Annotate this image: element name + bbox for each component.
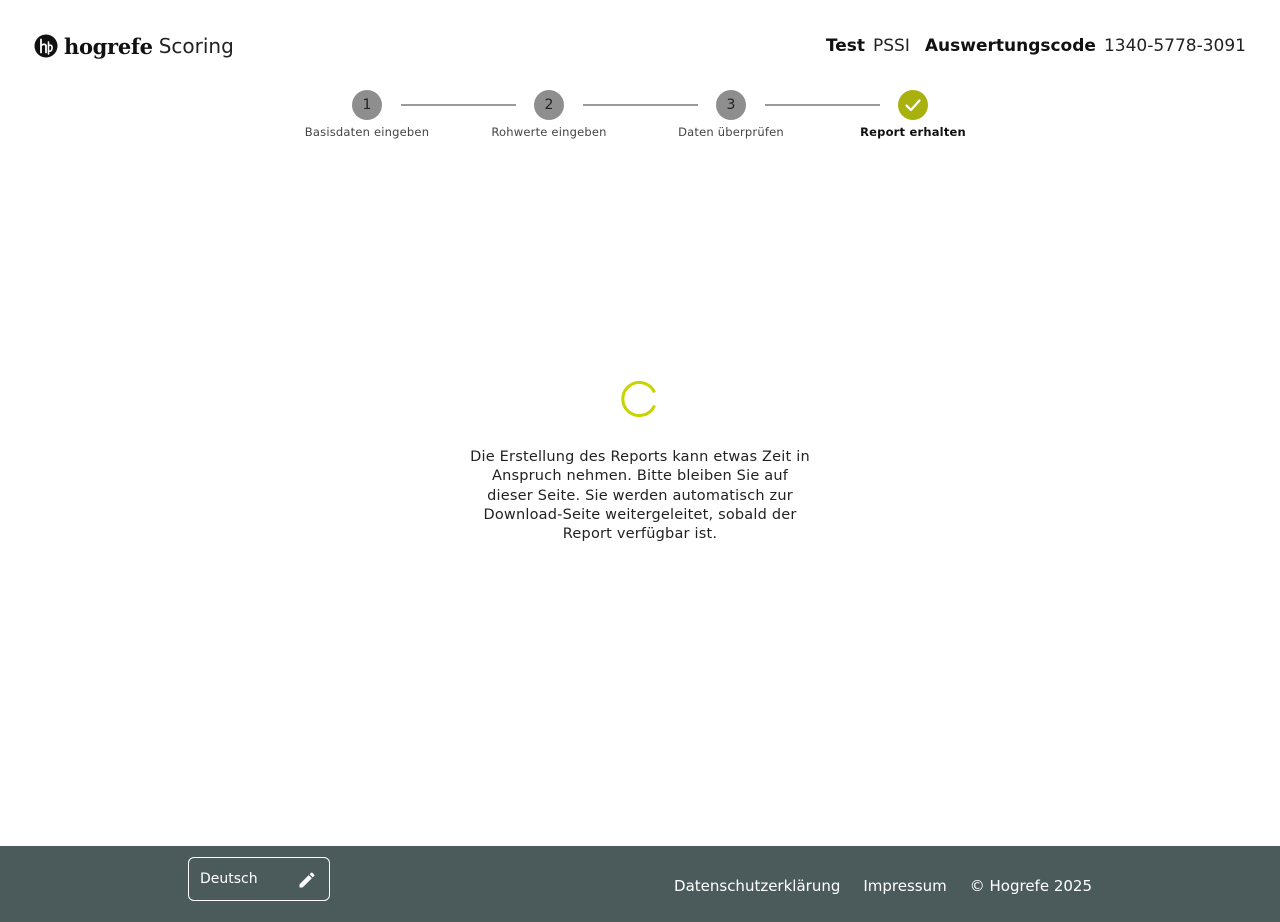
header [0, 0, 1280, 92]
imprint-link[interactable]: Impressum [863, 877, 947, 895]
step-2 [459, 90, 639, 139]
language-selector[interactable] [188, 857, 330, 901]
language-label: Deutsch [200, 871, 258, 887]
copyright: © Hogrefe 2025 [969, 877, 1092, 895]
step-4 [823, 90, 1003, 139]
step-3-number: 3 [716, 90, 746, 120]
pencil-icon [297, 870, 317, 890]
progress-stepper [0, 90, 1280, 150]
step-1-label: Basisdaten eingeben [304, 125, 430, 139]
logo[interactable] [34, 33, 234, 59]
hogrefe-logo-icon [34, 34, 58, 58]
test-label: Test [825, 36, 865, 56]
step-3 [641, 90, 821, 139]
code-label: Auswertungscode [924, 36, 1096, 56]
step-1-number: 1 [352, 90, 382, 120]
step-2-number: 2 [534, 90, 564, 120]
logo-product: Scoring [158, 34, 234, 58]
step-4-label: Report erhalten [860, 125, 966, 139]
step-1 [277, 90, 457, 139]
loading-spinner-icon [621, 380, 659, 418]
code-value: 1340-5778-3091 [1103, 36, 1246, 56]
test-meta [826, 36, 1246, 56]
step-2-label: Rohwerte eingeben [491, 125, 607, 139]
logo-brand: hogrefe [64, 33, 153, 59]
check-icon [898, 90, 928, 120]
test-value: PSSI [873, 36, 910, 56]
step-4-circle [898, 90, 928, 120]
footer-links [674, 877, 1092, 895]
step-3-label: Daten überprüfen [678, 125, 784, 139]
privacy-link[interactable]: Datenschutzerklärung [674, 877, 841, 895]
loading-message: Die Erstellung des Reports kann etwas Zeit in Anspruch nehmen. Bitte bleiben Sie auf dieser Seite. Sie werden automatisch zur Download-Seite weitergeleitet, sobald der Report verfügbar ist. [470, 449, 810, 543]
footer [0, 846, 1280, 922]
